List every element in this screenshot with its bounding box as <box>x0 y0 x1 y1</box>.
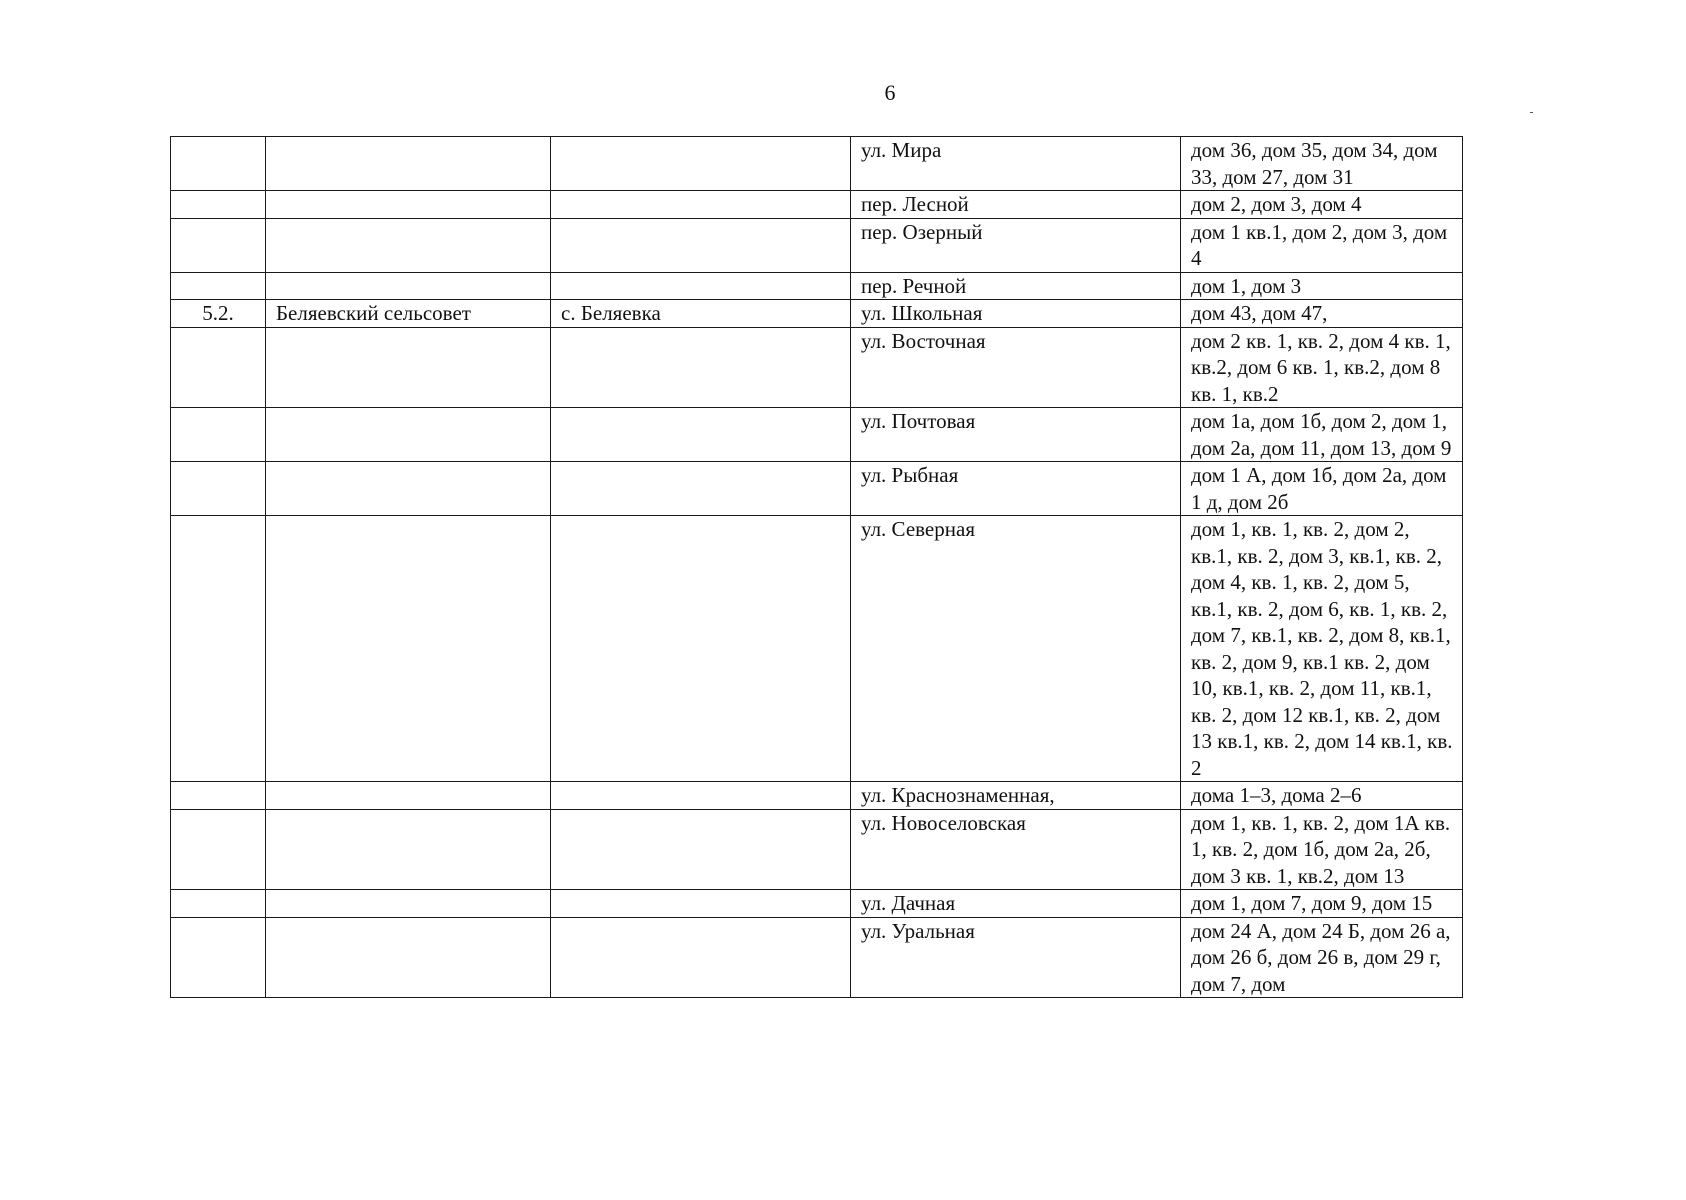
village-cell <box>551 917 851 998</box>
settlement-council-cell <box>266 462 551 516</box>
row-number-cell <box>171 218 266 272</box>
table-row <box>171 137 1463 191</box>
houses-cell: дом 2, дом 3, дом 4 <box>1181 191 1463 219</box>
settlement-council-cell <box>266 782 551 810</box>
street-cell: пер. Лесной <box>851 191 1181 219</box>
scan-speck <box>1530 112 1533 113</box>
table-row <box>171 327 1463 408</box>
village-cell <box>551 137 851 191</box>
houses-cell: дом 1, кв. 1, кв. 2, дом 1А кв. 1, кв. 2, дом 1б, дом 2а, 2б, дом 3 кв. 1, кв.2, дом 13 <box>1181 809 1463 890</box>
street-cell: пер. Озерный <box>851 218 1181 272</box>
row-number-cell <box>171 327 266 408</box>
village-cell <box>551 191 851 219</box>
table-row <box>171 300 1463 328</box>
street-cell: ул. Северная <box>851 516 1181 782</box>
row-number-cell <box>171 782 266 810</box>
houses-cell: дом 1 кв.1, дом 2, дом 3, дом 4 <box>1181 218 1463 272</box>
houses-cell: дом 43, дом 47, <box>1181 300 1463 328</box>
houses-cell: дом 1, дом 3 <box>1181 272 1463 300</box>
row-number-cell <box>171 516 266 782</box>
table-row <box>171 191 1463 219</box>
row-number-cell <box>171 191 266 219</box>
table-row <box>171 917 1463 998</box>
village-cell <box>551 462 851 516</box>
village-cell <box>551 272 851 300</box>
table-row <box>171 516 1463 782</box>
houses-cell: дом 1, дом 7, дом 9, дом 15 <box>1181 890 1463 918</box>
village-cell <box>551 408 851 462</box>
village-cell <box>551 782 851 810</box>
row-number-cell <box>171 408 266 462</box>
houses-cell: дом 2 кв. 1, кв. 2, дом 4 кв. 1, кв.2, дом 6 кв. 1, кв.2, дом 8 кв. 1, кв.2 <box>1181 327 1463 408</box>
page-number: 6 <box>884 80 896 105</box>
row-number-cell <box>171 137 266 191</box>
street-cell: ул. Дачная <box>851 890 1181 918</box>
settlement-council-cell <box>266 327 551 408</box>
settlement-council-cell: Беляевский сельсовет <box>266 300 551 328</box>
street-cell: пер. Речной <box>851 272 1181 300</box>
settlement-council-cell <box>266 516 551 782</box>
houses-cell: дом 1 А, дом 1б, дом 2а, дом 1 д, дом 2б <box>1181 462 1463 516</box>
settlement-council-cell <box>266 191 551 219</box>
street-cell: ул. Почтовая <box>851 408 1181 462</box>
row-number-cell: 5.2. <box>171 300 266 328</box>
settlement-council-cell <box>266 917 551 998</box>
row-number-cell <box>171 809 266 890</box>
street-cell: ул. Новоселовская <box>851 809 1181 890</box>
row-number-cell <box>171 272 266 300</box>
table-row <box>171 218 1463 272</box>
row-number-cell <box>171 462 266 516</box>
table-row <box>171 890 1463 918</box>
table-row <box>171 462 1463 516</box>
row-number-cell <box>171 890 266 918</box>
houses-cell: дома 1–3, дома 2–6 <box>1181 782 1463 810</box>
village-cell <box>551 218 851 272</box>
houses-cell: дом 36, дом 35, дом 34, дом 33, дом 27, дом 31 <box>1181 137 1463 191</box>
row-number-cell <box>171 917 266 998</box>
settlement-council-cell <box>266 218 551 272</box>
street-cell: ул. Школьная <box>851 300 1181 328</box>
street-cell: ул. Краснознаменная, <box>851 782 1181 810</box>
address-table <box>170 136 1463 998</box>
table-row <box>171 782 1463 810</box>
street-cell: ул. Восточная <box>851 327 1181 408</box>
address-table-body <box>171 137 1463 998</box>
settlement-council-cell <box>266 408 551 462</box>
table-row <box>171 408 1463 462</box>
settlement-council-cell <box>266 890 551 918</box>
village-cell: с. Беляевка <box>551 300 851 328</box>
village-cell <box>551 890 851 918</box>
settlement-council-cell <box>266 272 551 300</box>
village-cell <box>551 809 851 890</box>
street-cell: ул. Уральная <box>851 917 1181 998</box>
street-cell: ул. Мира <box>851 137 1181 191</box>
village-cell <box>551 516 851 782</box>
table-row <box>171 809 1463 890</box>
houses-cell: дом 24 А, дом 24 Б, дом 26 а, дом 26 б, дом 26 в, дом 29 г, дом 7, дом <box>1181 917 1463 998</box>
settlement-council-cell <box>266 137 551 191</box>
village-cell <box>551 327 851 408</box>
street-cell: ул. Рыбная <box>851 462 1181 516</box>
houses-cell: дом 1, кв. 1, кв. 2, дом 2, кв.1, кв. 2, дом 3, кв.1, кв. 2, дом 4, кв. 1, кв. 2, дом 5, кв.1, кв. 2, дом 6, кв. 1, кв. 2, дом 7, кв.1, кв. 2, дом 8, кв.1, кв. 2, дом 9, кв.1 кв. 2, дом 10, кв.1, кв. 2, дом 11, кв.1, кв. 2, дом 12 кв.1, кв. 2, дом 13 кв.1, кв. 2, дом 14 кв.1, кв. 2 <box>1181 516 1463 782</box>
settlement-council-cell <box>266 809 551 890</box>
table-row <box>171 272 1463 300</box>
houses-cell: дом 1а, дом 1б, дом 2, дом 1, дом 2а, дом 11, дом 13, дом 9 <box>1181 408 1463 462</box>
